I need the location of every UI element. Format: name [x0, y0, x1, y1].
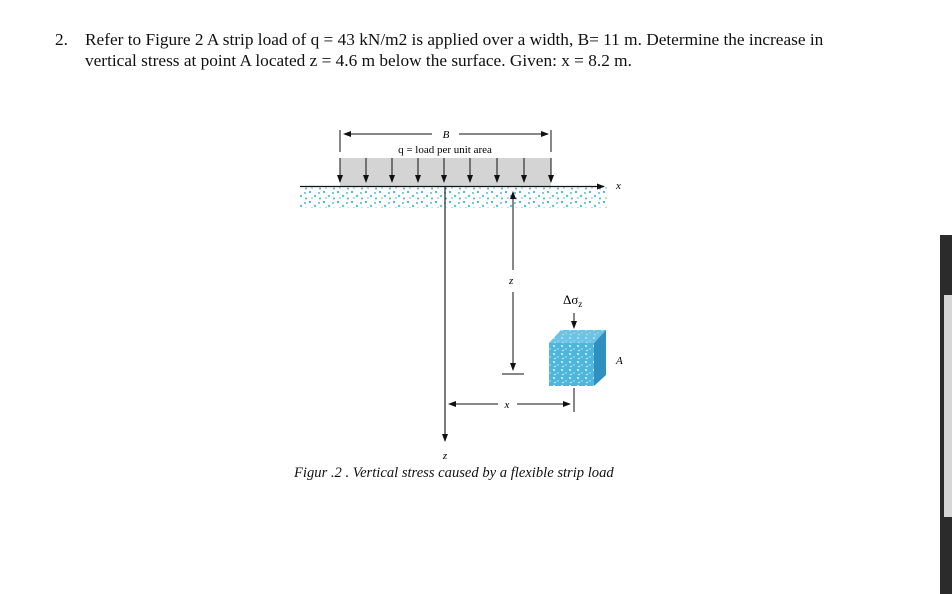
z-axis-label: z	[442, 450, 448, 462]
question-line-2: vertical stress at point A located z = 4.6 m below the surface. Given: x = 8.2 m.	[85, 51, 632, 70]
point-a-label: A	[616, 355, 623, 367]
strip-load	[340, 158, 551, 186]
width-label: B	[442, 129, 450, 141]
depth-dimension	[502, 192, 524, 374]
stress-label: $\Delta\sigma_z$	[563, 292, 583, 309]
question-number: 2.	[55, 30, 68, 49]
depth-label: z	[509, 275, 514, 287]
scrollbar-thumb[interactable]	[944, 295, 952, 517]
x-axis-label: x	[616, 180, 621, 192]
offset-dimension	[449, 388, 574, 412]
load-label: q = load per unit area	[398, 144, 492, 156]
question-line-1: Refer to Figure 2 A strip load of q = 43 kN/m2 is applied over a width, B= 11 m. Determine the increase in	[85, 30, 824, 49]
figure-caption: Figur .2 . Vertical stress caused by a flexible strip load	[294, 465, 614, 481]
soil-element	[549, 330, 606, 386]
soil-layer	[300, 187, 608, 208]
offset-label: x	[504, 399, 510, 411]
